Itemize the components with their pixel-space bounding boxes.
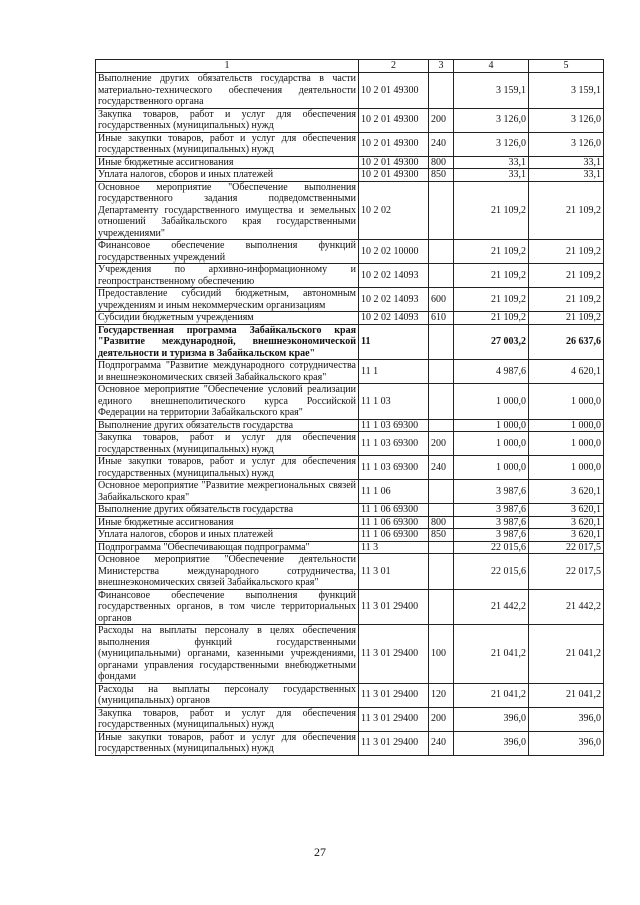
row-name-cell: Выполнение других обязательств государства <box>96 504 359 517</box>
row-vr-cell: 240 <box>429 456 454 480</box>
row-value-2-cell: 3 126,0 <box>529 108 604 132</box>
row-name-cell: Субсидии бюджетным учреждениям <box>96 312 359 325</box>
row-vr-cell: 100 <box>429 625 454 684</box>
row-name-cell: Закупка товаров, работ и услуг для обеспечения государственных (муниципальных) нужд <box>96 108 359 132</box>
row-value-1-cell: 21 041,2 <box>454 683 529 707</box>
table-row <box>96 169 604 182</box>
row-name-cell: Расходы на выплаты персоналу государственных (муниципальных) органов <box>96 683 359 707</box>
table-row <box>96 480 604 504</box>
row-value-1-cell: 21 109,2 <box>454 264 529 288</box>
row-code-cell: 10 2 01 49300 <box>359 108 429 132</box>
row-code-cell: 11 <box>359 324 429 360</box>
row-code-cell: 10 2 02 <box>359 181 429 240</box>
row-value-2-cell: 26 637,6 <box>529 324 604 360</box>
row-value-1-cell: 22 015,6 <box>454 541 529 554</box>
row-value-2-cell: 21 109,2 <box>529 312 604 325</box>
row-vr-cell <box>429 264 454 288</box>
table-row <box>96 456 604 480</box>
table-row <box>96 73 604 109</box>
table-row <box>96 625 604 684</box>
table-row <box>96 360 604 384</box>
row-code-cell: 11 1 03 69300 <box>359 432 429 456</box>
row-value-2-cell: 3 620,1 <box>529 480 604 504</box>
row-vr-cell: 850 <box>429 529 454 542</box>
row-name-cell: Выполнение других обязательств государства <box>96 419 359 432</box>
row-value-2-cell: 3 126,0 <box>529 132 604 156</box>
table-row <box>96 384 604 420</box>
row-name-cell: Основное мероприятие "Обеспечение деятельности Министерства международного сотрудничества, внешнеэкономических связей Забайкальского края" <box>96 554 359 590</box>
table-row <box>96 554 604 590</box>
row-value-2-cell: 21 109,2 <box>529 181 604 240</box>
row-vr-cell: 200 <box>429 432 454 456</box>
row-value-1-cell: 21 109,2 <box>454 312 529 325</box>
row-name-cell: Иные закупки товаров, работ и услуг для обеспечения государственных (муниципальных) нужд <box>96 456 359 480</box>
row-vr-cell <box>429 324 454 360</box>
row-name-cell: Государственная программа Забайкальского края "Развитие международной, внешнеэкономической деятельности и туризма в Забайкальском крае" <box>96 324 359 360</box>
row-value-1-cell: 1 000,0 <box>454 419 529 432</box>
row-value-1-cell: 27 003,2 <box>454 324 529 360</box>
row-value-2-cell: 33,1 <box>529 156 604 169</box>
row-code-cell: 11 1 <box>359 360 429 384</box>
row-value-2-cell: 21 109,2 <box>529 240 604 264</box>
row-code-cell: 10 2 02 14093 <box>359 264 429 288</box>
row-name-cell: Подпрограмма "Развитие международного сотрудничества и внешнеэкономических связей Забайкальского края" <box>96 360 359 384</box>
row-value-2-cell: 21 109,2 <box>529 288 604 312</box>
row-vr-cell <box>429 360 454 384</box>
row-name-cell: Уплата налогов, сборов и иных платежей <box>96 169 359 182</box>
row-vr-cell: 200 <box>429 108 454 132</box>
row-value-2-cell: 396,0 <box>529 707 604 731</box>
row-value-2-cell: 3 620,1 <box>529 504 604 517</box>
row-value-1-cell: 3 126,0 <box>454 132 529 156</box>
table-row <box>96 683 604 707</box>
row-name-cell: Финансовое обеспечение выполнения функций государственных учреждений <box>96 240 359 264</box>
row-vr-cell: 610 <box>429 312 454 325</box>
table-row <box>96 264 604 288</box>
row-vr-cell: 240 <box>429 132 454 156</box>
row-code-cell: 11 1 06 69300 <box>359 529 429 542</box>
row-value-1-cell: 4 987,6 <box>454 360 529 384</box>
row-code-cell: 11 3 01 <box>359 554 429 590</box>
row-name-cell: Финансовое обеспечение выполнения функций государственных органов, в том числе территориальных органов <box>96 589 359 625</box>
row-value-2-cell: 21 041,2 <box>529 683 604 707</box>
row-value-2-cell: 3 620,1 <box>529 516 604 529</box>
row-code-cell: 11 1 06 69300 <box>359 504 429 517</box>
page-number: 27 <box>314 845 326 859</box>
table-row <box>96 529 604 542</box>
row-name-cell: Иные бюджетные ассигнования <box>96 516 359 529</box>
row-value-2-cell: 3 620,1 <box>529 529 604 542</box>
row-value-2-cell: 1 000,0 <box>529 432 604 456</box>
table-row <box>96 108 604 132</box>
row-vr-cell <box>429 73 454 109</box>
table-row <box>96 516 604 529</box>
table-row <box>96 707 604 731</box>
table-header-row <box>96 60 604 73</box>
row-name-cell: Предоставление субсидий бюджетным, автономным учреждениям и иным некоммерческим организациям <box>96 288 359 312</box>
row-name-cell: Основное мероприятие "Обеспечение выполнения государственного задания подведомственными Департаменту государственного имущества и земельных отношений Забайкальского края государственными учреждениями" <box>96 181 359 240</box>
table-row <box>96 132 604 156</box>
row-value-2-cell: 21 109,2 <box>529 264 604 288</box>
header-col-2: 2 <box>359 60 429 73</box>
table-row <box>96 432 604 456</box>
budget-table <box>95 59 604 756</box>
row-code-cell: 10 2 02 14093 <box>359 288 429 312</box>
row-name-cell: Расходы на выплаты персоналу в целях обеспечения выполнения функций государственными (муниципальными) органами, казенными учреждениями, органами управления государственными внебюджетными фондами <box>96 625 359 684</box>
table-row <box>96 419 604 432</box>
table-row <box>96 312 604 325</box>
row-code-cell: 11 1 03 69300 <box>359 419 429 432</box>
row-vr-cell: 800 <box>429 516 454 529</box>
table-row <box>96 156 604 169</box>
row-name-cell: Иные закупки товаров, работ и услуг для обеспечения государственных (муниципальных) нужд <box>96 132 359 156</box>
row-code-cell: 11 3 01 29400 <box>359 589 429 625</box>
row-value-1-cell: 3 987,6 <box>454 529 529 542</box>
row-name-cell: Иные закупки товаров, работ и услуг для обеспечения государственных (муниципальных) нужд <box>96 731 359 755</box>
row-value-1-cell: 21 109,2 <box>454 181 529 240</box>
row-value-1-cell: 3 987,6 <box>454 504 529 517</box>
table-row <box>96 324 604 360</box>
row-code-cell: 10 2 02 10000 <box>359 240 429 264</box>
row-code-cell: 10 2 01 49300 <box>359 169 429 182</box>
row-value-1-cell: 1 000,0 <box>454 456 529 480</box>
row-vr-cell <box>429 480 454 504</box>
row-name-cell: Основное мероприятие "Обеспечение условий реализации единого внешнеполитического курса Российской Федерации на территории Забайкальского края" <box>96 384 359 420</box>
row-code-cell: 11 1 03 <box>359 384 429 420</box>
row-value-1-cell: 1 000,0 <box>454 432 529 456</box>
row-vr-cell: 800 <box>429 156 454 169</box>
row-code-cell: 11 1 03 69300 <box>359 456 429 480</box>
row-value-2-cell: 396,0 <box>529 731 604 755</box>
row-value-1-cell: 1 000,0 <box>454 384 529 420</box>
row-code-cell: 11 3 01 29400 <box>359 731 429 755</box>
row-value-2-cell: 3 159,1 <box>529 73 604 109</box>
row-code-cell: 10 2 02 14093 <box>359 312 429 325</box>
row-value-1-cell: 21 109,2 <box>454 240 529 264</box>
row-vr-cell <box>429 181 454 240</box>
row-value-1-cell: 3 987,6 <box>454 480 529 504</box>
header-col-5: 5 <box>529 60 604 73</box>
row-name-cell: Учреждения по архивно-информационному и геопространственному обеспечению <box>96 264 359 288</box>
document-sheet <box>95 59 603 756</box>
row-code-cell: 11 3 01 29400 <box>359 683 429 707</box>
row-vr-cell: 600 <box>429 288 454 312</box>
row-value-2-cell: 1 000,0 <box>529 456 604 480</box>
table-row <box>96 589 604 625</box>
row-name-cell: Закупка товаров, работ и услуг для обеспечения государственных (муниципальных) нужд <box>96 707 359 731</box>
row-code-cell: 10 2 01 49300 <box>359 156 429 169</box>
row-value-2-cell: 4 620,1 <box>529 360 604 384</box>
row-code-cell: 11 1 06 69300 <box>359 516 429 529</box>
row-vr-cell <box>429 384 454 420</box>
row-value-2-cell: 22 017,5 <box>529 554 604 590</box>
row-vr-cell <box>429 419 454 432</box>
row-name-cell: Иные бюджетные ассигнования <box>96 156 359 169</box>
table-row <box>96 731 604 755</box>
row-name-cell: Выполнение других обязательств государства в части материально-технического обеспечения деятельности государственного органа <box>96 73 359 109</box>
table-row <box>96 504 604 517</box>
row-value-1-cell: 396,0 <box>454 731 529 755</box>
row-vr-cell <box>429 541 454 554</box>
header-col-4: 4 <box>454 60 529 73</box>
row-value-1-cell: 21 109,2 <box>454 288 529 312</box>
row-value-1-cell: 396,0 <box>454 707 529 731</box>
row-value-2-cell: 1 000,0 <box>529 384 604 420</box>
row-value-1-cell: 33,1 <box>454 169 529 182</box>
row-value-2-cell: 21 442,2 <box>529 589 604 625</box>
row-vr-cell <box>429 504 454 517</box>
row-vr-cell <box>429 589 454 625</box>
table-body <box>96 73 604 756</box>
row-code-cell: 11 1 06 <box>359 480 429 504</box>
row-value-1-cell: 21 442,2 <box>454 589 529 625</box>
row-vr-cell: 120 <box>429 683 454 707</box>
row-value-1-cell: 21 041,2 <box>454 625 529 684</box>
row-value-1-cell: 3 987,6 <box>454 516 529 529</box>
row-name-cell: Основное мероприятие "Развитие межрегиональных связей Забайкальского края" <box>96 480 359 504</box>
header-col-1: 1 <box>96 60 359 73</box>
row-value-2-cell: 1 000,0 <box>529 419 604 432</box>
row-value-1-cell: 33,1 <box>454 156 529 169</box>
row-name-cell: Уплата налогов, сборов и иных платежей <box>96 529 359 542</box>
row-vr-cell: 240 <box>429 731 454 755</box>
row-code-cell: 10 2 01 49300 <box>359 73 429 109</box>
row-vr-cell: 200 <box>429 707 454 731</box>
table-row <box>96 181 604 240</box>
row-value-1-cell: 3 159,1 <box>454 73 529 109</box>
row-name-cell: Подпрограмма "Обеспечивающая подпрограмма" <box>96 541 359 554</box>
row-value-1-cell: 22 015,6 <box>454 554 529 590</box>
row-code-cell: 11 3 01 29400 <box>359 707 429 731</box>
row-vr-cell: 850 <box>429 169 454 182</box>
row-vr-cell <box>429 554 454 590</box>
table-row <box>96 541 604 554</box>
row-value-2-cell: 22 017,5 <box>529 541 604 554</box>
row-value-2-cell: 21 041,2 <box>529 625 604 684</box>
row-name-cell: Закупка товаров, работ и услуг для обеспечения государственных (муниципальных) нужд <box>96 432 359 456</box>
row-code-cell: 11 3 <box>359 541 429 554</box>
row-vr-cell <box>429 240 454 264</box>
row-code-cell: 11 3 01 29400 <box>359 625 429 684</box>
table-row <box>96 240 604 264</box>
table-row <box>96 288 604 312</box>
row-value-1-cell: 3 126,0 <box>454 108 529 132</box>
row-code-cell: 10 2 01 49300 <box>359 132 429 156</box>
row-value-2-cell: 33,1 <box>529 169 604 182</box>
header-col-3: 3 <box>429 60 454 73</box>
